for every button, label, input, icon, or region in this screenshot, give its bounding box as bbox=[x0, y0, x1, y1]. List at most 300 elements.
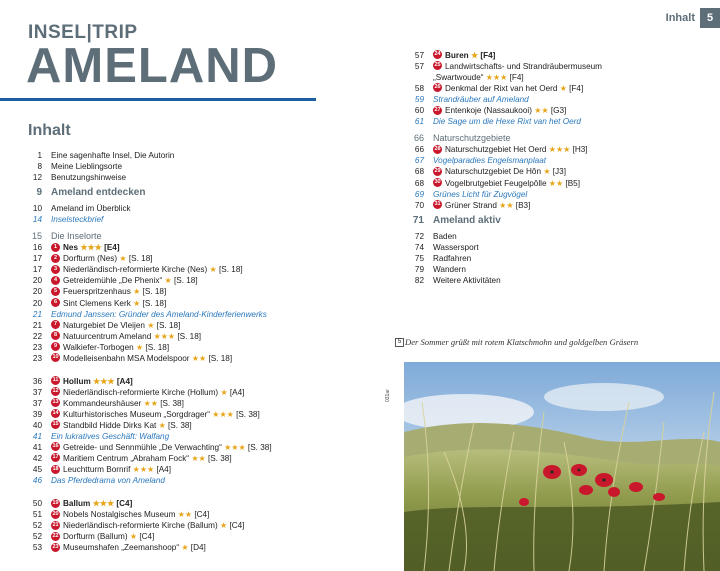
map-marker-icon: 22 bbox=[52, 532, 59, 539]
toc-page-number: 72 bbox=[414, 231, 424, 241]
toc-entry-label: Getreidemühle „De Phenix“ bbox=[63, 276, 163, 286]
toc-entry bbox=[406, 61, 706, 72]
toc-entry-label: Nobels Nostalgisches Museum bbox=[63, 510, 176, 520]
toc-section bbox=[24, 183, 344, 203]
rating-stars: ★ bbox=[559, 84, 567, 94]
map-marker-icon: 16 bbox=[52, 443, 59, 450]
toc-page-number: 41 bbox=[32, 443, 42, 453]
toc-entry-label: Inselsteckbrief bbox=[51, 215, 104, 225]
rating-stars: ★★ bbox=[499, 200, 514, 210]
map-reference: [F4] bbox=[509, 73, 524, 83]
toc-entry bbox=[24, 203, 344, 214]
toc-entry-text bbox=[51, 376, 133, 387]
toc-page-number: 60 bbox=[414, 106, 424, 116]
toc-page-number: 82 bbox=[414, 275, 424, 285]
rating-stars: ★★★ bbox=[485, 73, 508, 83]
toc-left-list bbox=[24, 150, 344, 554]
rating-stars: ★★★ bbox=[548, 145, 571, 155]
toc-entry-label: Grünes Licht für Zugvögel bbox=[433, 189, 528, 199]
toc-entry-label: Natuurcentrum Ameland bbox=[63, 331, 152, 341]
map-marker-icon: 11 bbox=[52, 377, 59, 384]
toc-entry-label: Niederländisch-reformierte Kirche (Nes) bbox=[63, 265, 208, 275]
toc-entry-text bbox=[433, 275, 501, 286]
map-marker-icon: 4 bbox=[51, 276, 60, 285]
toc-entry-label: Naturschutzgebiet Het Oerd bbox=[445, 145, 547, 155]
map-marker-icon: 9 bbox=[51, 342, 60, 351]
toc-entry-text bbox=[51, 331, 201, 342]
toc-entry bbox=[24, 242, 344, 253]
toc-page-number: 36 bbox=[32, 376, 42, 386]
toc-page-number: 67 bbox=[414, 156, 424, 166]
toc-page-number: 57 bbox=[414, 51, 424, 60]
toc-page-number: 58 bbox=[414, 84, 424, 94]
map-reference: [B5] bbox=[565, 178, 580, 188]
rating-stars: ★ bbox=[220, 387, 228, 397]
map-marker-icon: 19 bbox=[52, 499, 59, 506]
toc-entry bbox=[24, 286, 344, 297]
toc-page-number: 46 bbox=[32, 476, 42, 486]
toc-entry-label: Niederländisch-reformierte Kirche (Hollum) bbox=[63, 387, 219, 397]
toc-entry-text bbox=[51, 464, 171, 475]
toc-entry-label: Dorfturm (Nes) bbox=[63, 254, 118, 264]
toc-page-number: 66 bbox=[413, 133, 424, 144]
map-marker-icon: 30 bbox=[434, 178, 441, 185]
toc-entry-label: Das Pferdedrama von Ameland bbox=[51, 476, 165, 486]
toc-entry-text bbox=[433, 200, 530, 211]
toc-entry bbox=[24, 387, 344, 398]
map-marker-icon: 6 bbox=[51, 298, 60, 307]
toc-entry-text bbox=[51, 353, 232, 364]
toc-entry-text bbox=[433, 116, 581, 127]
toc-entry bbox=[24, 520, 344, 531]
toc-page-number: 23 bbox=[32, 342, 42, 352]
map-marker-icon: 25 bbox=[434, 62, 441, 69]
map-marker-icon: 29 bbox=[434, 167, 441, 174]
toc-entry-text bbox=[51, 531, 154, 542]
toc-entry bbox=[406, 231, 706, 242]
toc-page-number: 40 bbox=[32, 420, 42, 430]
map-reference: [A4] bbox=[156, 465, 172, 475]
toc-entry-label: Maritiem Centrum „Abraham Fock“ bbox=[63, 454, 190, 464]
rating-stars: ★★★ bbox=[92, 499, 115, 509]
toc-entry bbox=[24, 420, 344, 431]
toc-page-number: 23 bbox=[32, 353, 42, 363]
toc-entry bbox=[24, 264, 344, 275]
toc-entry-text bbox=[433, 144, 588, 155]
toc-feature bbox=[24, 214, 344, 225]
map-reference: [S. 18] bbox=[142, 298, 167, 308]
series-logo: INSEL|TRIP bbox=[28, 22, 138, 43]
map-reference: [F4] bbox=[480, 51, 496, 60]
toc-entry-label: Die Sage um die Hexe Rixt van het Oerd bbox=[433, 117, 581, 127]
toc-entry-text bbox=[51, 342, 169, 353]
toc-entry-text bbox=[51, 509, 209, 520]
toc-entry-label: Grüner Strand bbox=[445, 200, 497, 210]
toc-entry-text bbox=[433, 94, 529, 105]
toc-entry-text bbox=[51, 275, 198, 286]
toc-entry bbox=[406, 264, 706, 275]
toc-entry-label: Kulturhistorisches Museum „Sorgdrager“ bbox=[63, 409, 210, 419]
map-reference: [C4] bbox=[194, 510, 210, 520]
toc-entry-text bbox=[433, 166, 566, 177]
toc-entry-label: Strandräuber auf Ameland bbox=[433, 95, 529, 105]
toc-feature bbox=[24, 309, 344, 320]
toc-entry-text bbox=[433, 105, 566, 116]
map-marker-icon: 2 bbox=[51, 254, 60, 263]
toc-entry bbox=[24, 409, 344, 420]
toc-page-number: 69 bbox=[414, 189, 424, 199]
toc-entry bbox=[24, 331, 344, 342]
map-marker-icon: 24 bbox=[434, 51, 441, 58]
toc-entry-text bbox=[51, 542, 206, 553]
map-reference: [D4] bbox=[190, 543, 206, 553]
map-reference: [S. 18] bbox=[208, 353, 233, 363]
map-reference: [G3] bbox=[550, 106, 567, 116]
toc-page-number: 17 bbox=[32, 254, 42, 264]
map-marker-icon: 18 bbox=[52, 465, 59, 472]
map-marker-icon: 8 bbox=[51, 331, 60, 340]
toc-entry-label: Landwirtschafts- und Strandräubermuseum bbox=[445, 62, 603, 72]
toc-entry bbox=[24, 542, 344, 553]
map-reference: [S. 18] bbox=[218, 265, 243, 275]
map-marker-icon: 27 bbox=[434, 106, 441, 113]
toc-page-number: 57 bbox=[414, 62, 424, 72]
rating-stars: ★ bbox=[133, 287, 141, 297]
map-marker-icon: 17 bbox=[52, 454, 59, 461]
toc-entry bbox=[24, 150, 344, 161]
map-marker-icon: 5 bbox=[51, 287, 60, 296]
toc-entry-text bbox=[51, 264, 243, 275]
toc-entry bbox=[24, 509, 344, 520]
toc-entry-text bbox=[51, 253, 153, 264]
toc-page-number: 79 bbox=[414, 264, 424, 274]
rating-stars: ★★ bbox=[534, 106, 549, 116]
caption-ref-icon: 5 bbox=[395, 338, 404, 347]
toc-entry bbox=[24, 342, 344, 353]
toc-page-number: 20 bbox=[32, 276, 42, 286]
toc-entry-label: Weitere Aktivitäten bbox=[433, 275, 501, 285]
rating-stars: ★★★ bbox=[93, 376, 115, 386]
map-marker-icon: 15 bbox=[52, 421, 59, 428]
photo-caption: Der Sommer grüßt mit rotem Klatschmohn und goldgelben Gräsern bbox=[405, 337, 639, 347]
toc-entry bbox=[24, 161, 344, 172]
toc-entry-text bbox=[433, 61, 602, 72]
toc-entry bbox=[24, 464, 344, 475]
toc-entry-text bbox=[433, 178, 580, 189]
toc-page-number: 39 bbox=[32, 409, 42, 419]
poppy-photo bbox=[404, 362, 720, 571]
toc-entry-label: Eine sagenhafte Insel, Die Autorin bbox=[51, 151, 175, 160]
toc-entry-text bbox=[51, 520, 244, 531]
toc-feature bbox=[406, 189, 706, 200]
toc-entry-label: Walkiefer-Torbogen bbox=[63, 342, 134, 352]
toc-page-number: 41 bbox=[32, 432, 42, 442]
toc-entry-label: Dorfturm (Ballum) bbox=[63, 532, 128, 542]
toc-section bbox=[406, 211, 706, 231]
toc-entry-text bbox=[433, 189, 527, 200]
toc-entry bbox=[24, 298, 344, 309]
map-reference: [E4] bbox=[104, 243, 120, 253]
toc-entry-text bbox=[51, 409, 260, 420]
rating-stars: ★ bbox=[135, 342, 144, 352]
toc-feature bbox=[24, 475, 344, 486]
rating-stars: ★ bbox=[543, 167, 551, 177]
toc-entry-text bbox=[51, 498, 132, 509]
page-number: 5 bbox=[700, 8, 720, 28]
toc-entry-label: Meine Lieblingsorte bbox=[51, 162, 123, 172]
toc-entry-text bbox=[51, 442, 272, 453]
rating-stars: ★ bbox=[133, 298, 141, 308]
map-marker-icon: 12 bbox=[52, 388, 59, 395]
toc-entry-label: Feuerspritzenhaus bbox=[63, 287, 131, 297]
toc-right-list bbox=[406, 50, 706, 286]
toc-page-number: 10 bbox=[32, 204, 42, 214]
toc-entry bbox=[406, 275, 706, 286]
map-reference: [A4] bbox=[116, 376, 133, 386]
toc-page-number: 16 bbox=[32, 243, 42, 253]
map-reference: [S. 18] bbox=[156, 320, 181, 330]
toc-page-number: 70 bbox=[414, 200, 424, 210]
toc-entry-text bbox=[51, 150, 174, 161]
toc-entry-text bbox=[51, 214, 103, 225]
toc-page-number: 71 bbox=[412, 214, 424, 226]
toc-entry bbox=[24, 453, 344, 464]
toc-entry-text bbox=[51, 398, 184, 409]
toc-entry bbox=[24, 442, 344, 453]
toc-entry-text bbox=[51, 387, 244, 398]
map-reference: [S. 38] bbox=[236, 409, 260, 419]
toc-heading: Inhalt bbox=[28, 122, 71, 139]
toc-entry-label: Naturschutzgebiet De Hôn bbox=[445, 167, 542, 177]
toc-entry-label: Ballum bbox=[63, 499, 91, 509]
toc-entry-label: Sint Clemens Kerk bbox=[63, 298, 131, 308]
rating-stars: ★★★ bbox=[153, 331, 176, 341]
toc-entry bbox=[24, 498, 344, 509]
toc-entry bbox=[24, 398, 344, 409]
toc-entry-label: Ein lukratives Geschäft: Walfang bbox=[51, 432, 170, 442]
toc-page-number: 45 bbox=[32, 465, 42, 475]
map-marker-icon: 23 bbox=[52, 543, 59, 550]
toc-page-number: 21 bbox=[32, 309, 42, 319]
toc-page-number: 51 bbox=[32, 510, 42, 520]
toc-page-number: 37 bbox=[32, 398, 42, 408]
toc-entry bbox=[406, 200, 706, 211]
toc-entry-label: Edmund Janssen: Gründer des Ameland-Kinderferienwerks bbox=[51, 309, 267, 319]
page-title: AMELAND bbox=[26, 39, 278, 93]
map-marker-icon: 31 bbox=[434, 200, 441, 207]
toc-feature bbox=[24, 431, 344, 442]
toc-page-number: 74 bbox=[414, 242, 424, 252]
toc-entry bbox=[406, 242, 706, 253]
right-page bbox=[360, 0, 720, 571]
rating-stars: ★ bbox=[209, 265, 217, 275]
toc-page-number: 59 bbox=[414, 95, 424, 105]
toc-entry-text bbox=[51, 420, 192, 431]
map-marker-icon: 10 bbox=[52, 354, 59, 361]
toc-entry bbox=[24, 320, 344, 331]
toc-entry-text bbox=[51, 309, 267, 320]
map-reference: [S. 18] bbox=[145, 342, 170, 352]
toc-entry bbox=[406, 178, 706, 189]
toc-entry-label: Naturgebiet De Vleijen bbox=[63, 320, 145, 330]
toc-feature bbox=[406, 94, 706, 105]
toc-page-number: 52 bbox=[32, 521, 42, 531]
map-reference: [S. 38] bbox=[247, 443, 272, 453]
toc-entry bbox=[406, 50, 706, 61]
map-marker-icon: 1 bbox=[51, 243, 60, 252]
toc-entry-label: Getreide- und Sennmühle „De Verwachting“ bbox=[63, 443, 222, 453]
rating-stars: ★★ bbox=[143, 398, 158, 408]
toc-entry-label: Benutzungshinweise bbox=[51, 173, 127, 183]
toc-entry-text bbox=[433, 83, 583, 94]
rating-stars: ★ bbox=[164, 276, 172, 286]
toc-entry-label: Vogelparadies Engelsmanplaat bbox=[433, 156, 547, 166]
map-reference: [H3] bbox=[572, 145, 588, 155]
toc-entry-label: Vogelbrutgebiet Feugelpôlle bbox=[445, 178, 547, 188]
map-marker-icon: 26 bbox=[434, 84, 441, 91]
toc-page-number: 50 bbox=[32, 499, 42, 509]
map-reference: [S. 18] bbox=[142, 287, 167, 297]
toc-entry bbox=[24, 353, 344, 364]
toc-entry-text bbox=[51, 475, 165, 486]
toc-entry-text bbox=[51, 203, 131, 214]
toc-entry bbox=[406, 83, 706, 94]
toc-feature bbox=[406, 116, 706, 127]
toc-entry-text bbox=[51, 431, 169, 442]
map-reference: [S. 38] bbox=[168, 420, 192, 430]
toc-group bbox=[24, 231, 344, 242]
map-reference: [J3] bbox=[552, 167, 566, 177]
toc-page-number: 61 bbox=[414, 117, 424, 127]
rating-stars: ★★★ bbox=[132, 465, 155, 475]
title-rule bbox=[0, 98, 316, 101]
toc-entry-label: Baden bbox=[433, 231, 457, 241]
toc-page-number: 66 bbox=[414, 145, 424, 155]
toc-page-number: 9 bbox=[36, 187, 42, 199]
map-marker-icon: 28 bbox=[434, 145, 441, 152]
toc-entry-text bbox=[51, 320, 180, 331]
map-reference: [S. 18] bbox=[173, 276, 198, 286]
toc-entry-text bbox=[433, 253, 471, 264]
map-marker-icon: 20 bbox=[52, 510, 59, 517]
toc-entry-text bbox=[51, 172, 126, 183]
rating-stars: ★ bbox=[129, 532, 138, 542]
map-reference: [F4] bbox=[569, 84, 584, 94]
rating-stars: ★ bbox=[470, 51, 479, 60]
rating-stars: ★★ bbox=[177, 510, 193, 520]
map-marker-icon: 13 bbox=[52, 399, 59, 406]
toc-entry-label: Leuchtturm Bornrif bbox=[63, 465, 131, 475]
toc-page-number: 12 bbox=[32, 173, 42, 183]
toc-page-number: 1 bbox=[37, 151, 42, 160]
map-marker-icon: 7 bbox=[51, 320, 60, 329]
toc-entry-label: Standbild Hidde Dirks Kat bbox=[63, 420, 157, 430]
toc-entry bbox=[406, 105, 706, 116]
toc-page-number: 8 bbox=[37, 162, 42, 172]
rating-stars: ★★ bbox=[191, 454, 206, 464]
toc-entry-text bbox=[433, 50, 495, 61]
toc-entry bbox=[24, 172, 344, 183]
toc-page-number: 17 bbox=[32, 265, 42, 275]
toc-page-number: 15 bbox=[31, 231, 42, 242]
map-reference: [C4] bbox=[139, 532, 155, 542]
map-reference: [B3] bbox=[515, 200, 531, 210]
toc-entry-label: Kommandeurshäuser bbox=[63, 398, 142, 408]
photo-credit: 031ar bbox=[385, 389, 391, 402]
toc-entry bbox=[24, 376, 344, 387]
map-marker-icon: 3 bbox=[51, 265, 60, 274]
toc-entry-text bbox=[433, 211, 501, 231]
toc-entry-text bbox=[51, 242, 120, 253]
toc-entry-label: Buren bbox=[445, 51, 469, 60]
map-reference: [C4] bbox=[116, 499, 133, 509]
toc-entry-label: Hollum bbox=[63, 376, 91, 386]
toc-entry-text bbox=[433, 72, 524, 83]
toc-entry-label: Radfahren bbox=[433, 253, 472, 263]
toc-page-number: 22 bbox=[32, 331, 42, 341]
toc-entry-label: Wandern bbox=[433, 264, 466, 274]
toc-entry-text bbox=[51, 286, 166, 297]
toc-page-number: 21 bbox=[32, 320, 42, 330]
toc-entry-text bbox=[433, 231, 457, 242]
toc-entry-label: Die Inselorte bbox=[51, 231, 102, 242]
toc-entry-label: Modelleisenbahn MSA Modelspoor bbox=[63, 353, 190, 363]
map-reference: [S. 18] bbox=[128, 254, 153, 264]
toc-feature bbox=[406, 155, 706, 166]
toc-entry-label: Niederländisch-reformierte Kirche (Ballum) bbox=[63, 521, 218, 531]
toc-entry bbox=[406, 72, 706, 83]
toc-entry-text bbox=[433, 133, 511, 144]
rating-stars: ★ bbox=[147, 320, 155, 330]
running-header-label: Inhalt bbox=[665, 12, 695, 24]
toc-entry-text bbox=[433, 242, 479, 253]
toc-entry-text bbox=[51, 183, 145, 203]
toc-entry-text bbox=[51, 161, 122, 172]
toc-entry-label: Denkmal der Rixt van het Oerd bbox=[445, 84, 558, 94]
toc-entry bbox=[406, 166, 706, 177]
rating-stars: ★★ bbox=[548, 178, 564, 188]
toc-page-number: 37 bbox=[32, 387, 42, 397]
map-marker-icon: 14 bbox=[52, 410, 59, 417]
toc-entry-label: Naturschutzgebiete bbox=[433, 133, 511, 144]
toc-group bbox=[406, 133, 706, 144]
toc-entry-label: Ameland aktiv bbox=[433, 214, 501, 226]
rating-stars: ★ bbox=[219, 521, 228, 531]
toc-entry-label: Entenkoje (Nassaukooi) bbox=[445, 106, 532, 116]
toc-page-number: 53 bbox=[32, 543, 42, 553]
toc-page-number: 42 bbox=[32, 454, 42, 464]
toc-entry-label: Museumshafen „Zeemanshoop“ bbox=[63, 543, 180, 553]
map-reference: [S. 18] bbox=[177, 331, 202, 341]
toc-entry bbox=[406, 253, 706, 264]
rating-stars: ★★★ bbox=[224, 443, 246, 453]
toc-page-number: 14 bbox=[32, 215, 42, 225]
toc-entry-label: Wassersport bbox=[433, 242, 479, 252]
map-marker-icon: 21 bbox=[52, 521, 59, 528]
rating-stars: ★ bbox=[181, 543, 189, 553]
toc-entry bbox=[406, 144, 706, 155]
rating-stars: ★ bbox=[119, 254, 127, 264]
toc-entry bbox=[24, 253, 344, 264]
toc-page-number: 52 bbox=[32, 532, 42, 542]
toc-page-number: 68 bbox=[414, 167, 424, 177]
toc-entry-label: Ameland im Überblick bbox=[51, 204, 131, 214]
running-header bbox=[666, 8, 720, 28]
toc-entry-text bbox=[51, 453, 232, 464]
rating-stars: ★★ bbox=[191, 353, 207, 363]
toc-entry-label: Ameland entdecken bbox=[51, 187, 146, 199]
toc-entry-text bbox=[51, 231, 102, 242]
